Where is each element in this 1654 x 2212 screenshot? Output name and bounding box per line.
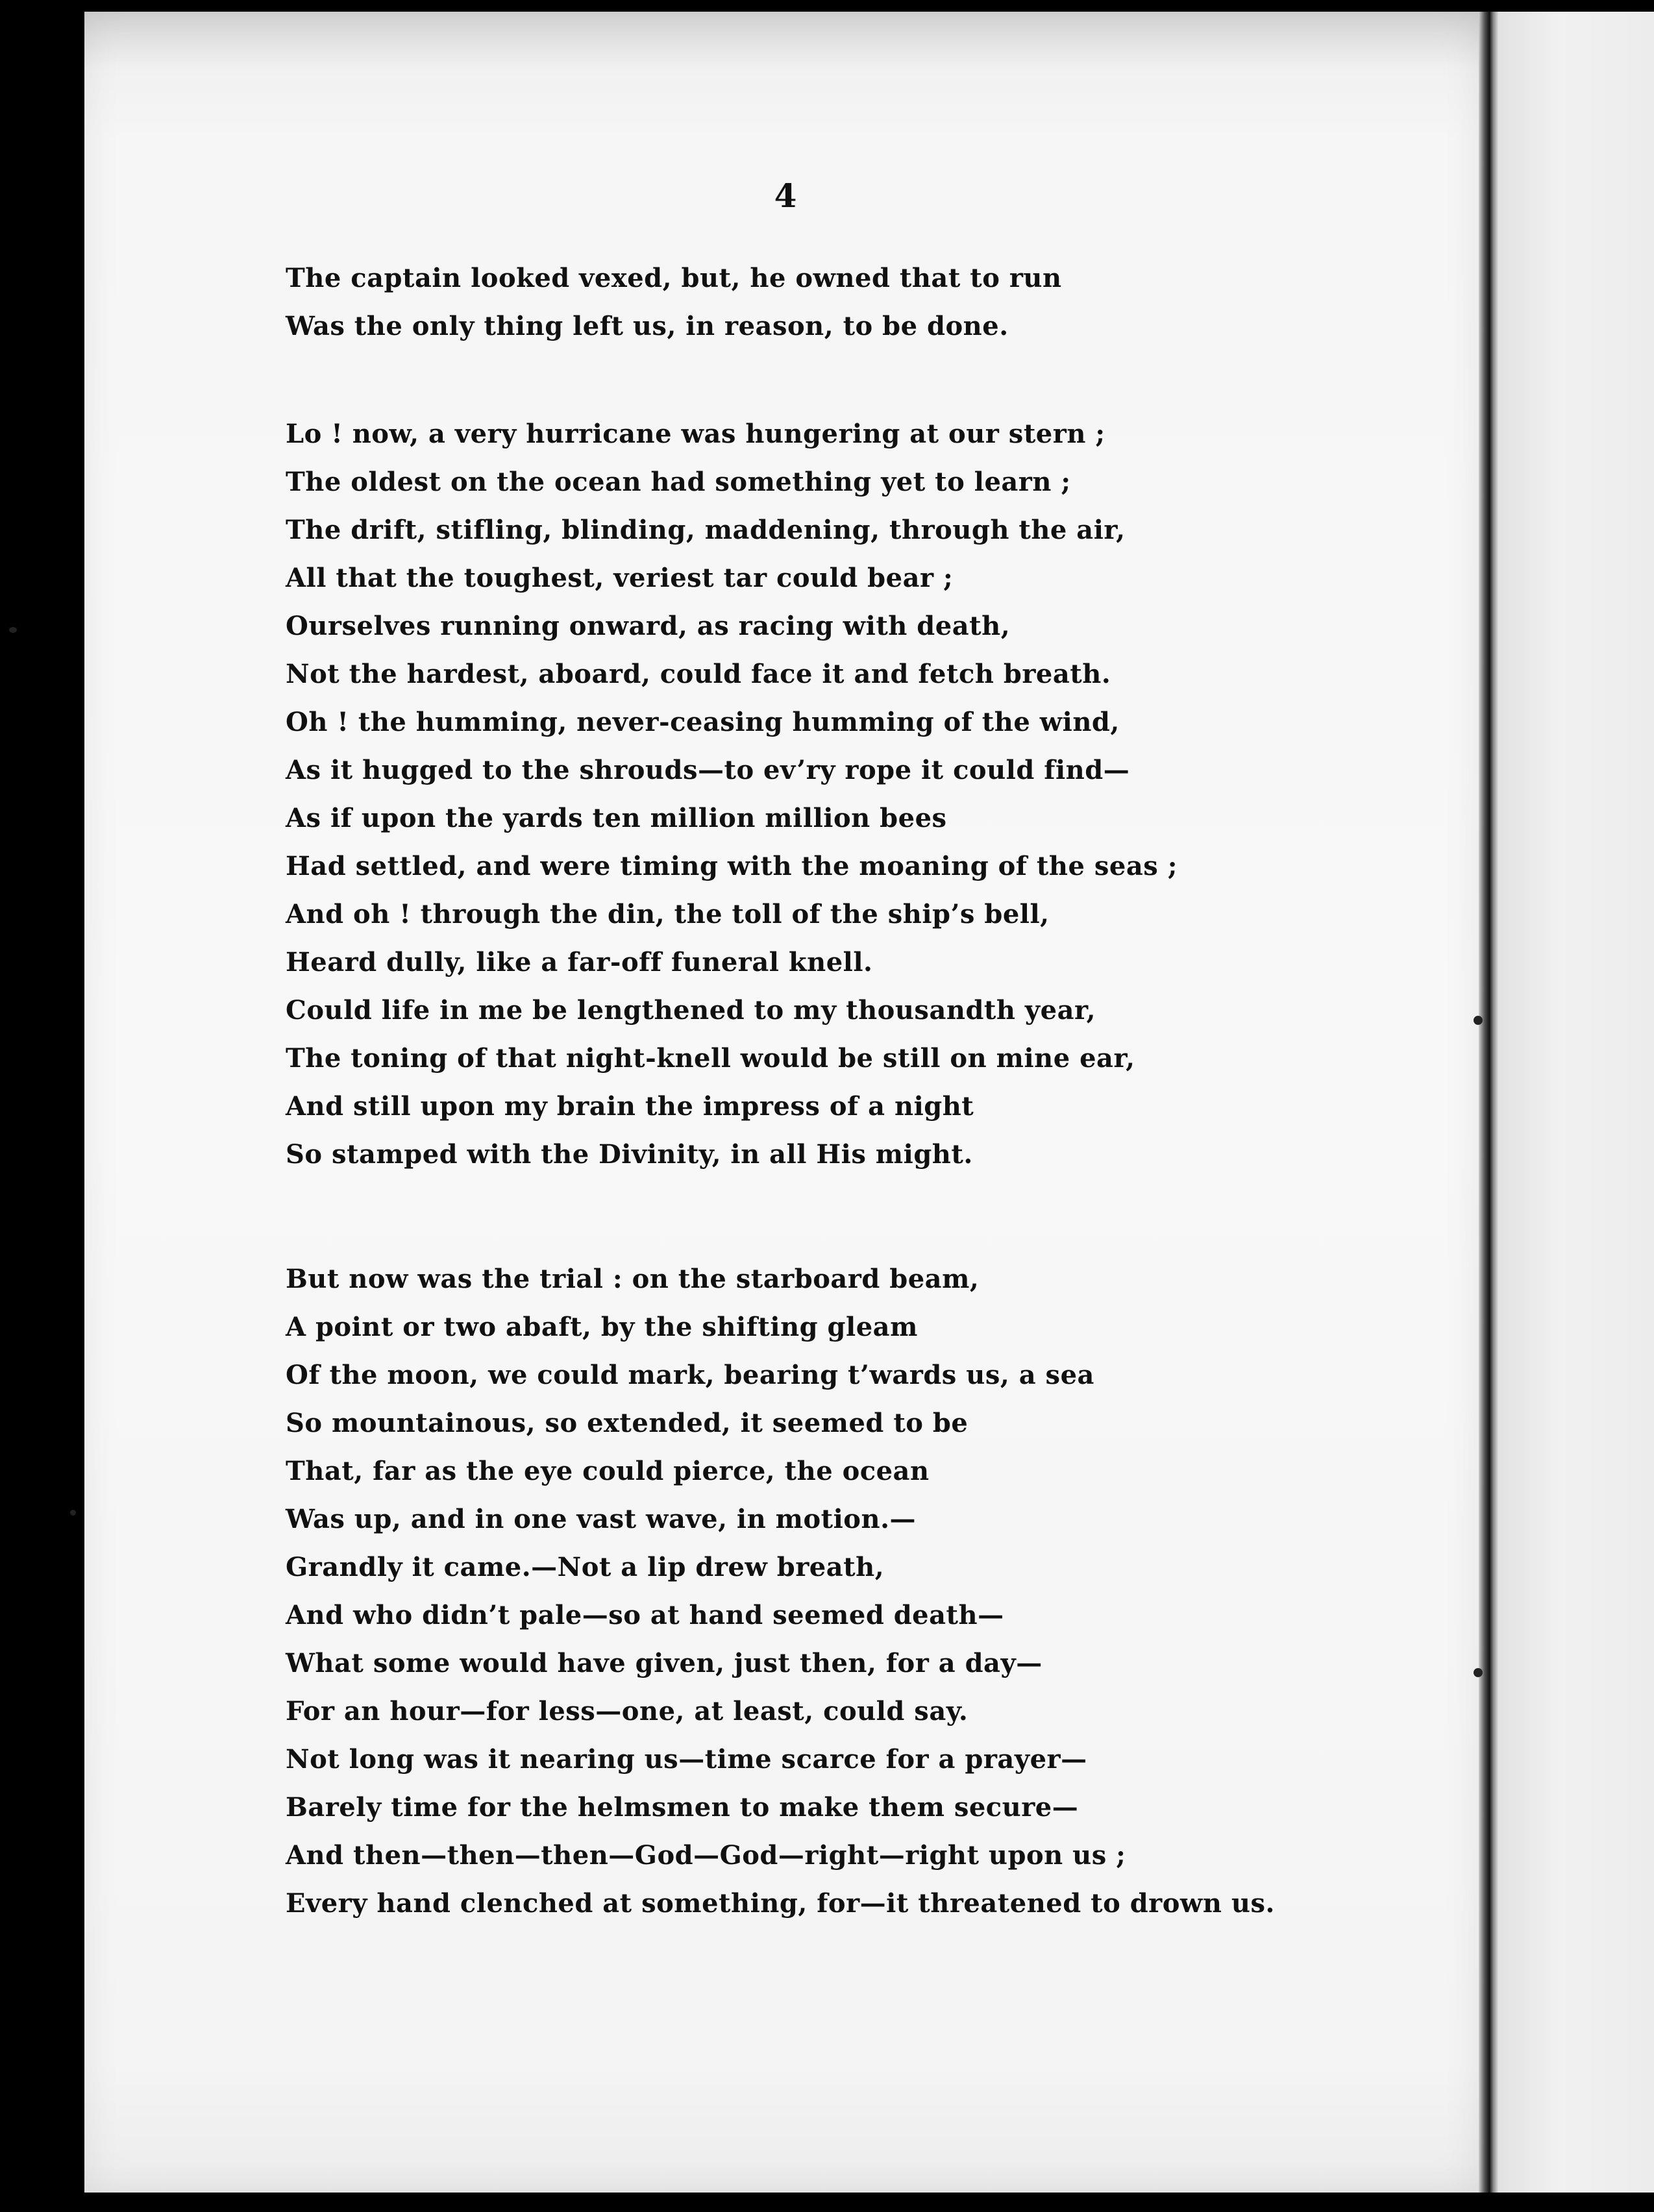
page-gutter bbox=[1479, 12, 1498, 2193]
poem-line: The drift, stifling, blinding, maddening, through the air, bbox=[286, 515, 1126, 545]
poem-line: The oldest on the ocean had something yet to learn ; bbox=[286, 467, 1071, 497]
poem-line: For an hour—for less—one, at least, could say. bbox=[286, 1696, 969, 1727]
poem-line: As it hugged to the shrouds—to ev’ry rope it could find— bbox=[286, 755, 1130, 785]
scan-speck bbox=[1474, 1016, 1483, 1025]
poem-line: So mountainous, so extended, it seemed to be bbox=[286, 1408, 969, 1438]
facing-page-edge bbox=[1498, 12, 1654, 2193]
poem-line: Not the hardest, aboard, could face it and fetch breath. bbox=[286, 659, 1111, 689]
stanza-2 bbox=[286, 410, 1259, 1179]
scan-speck bbox=[9, 627, 17, 633]
poem-line: And then—then—then—God—God—right—right upon us ; bbox=[286, 1840, 1126, 1871]
poem-line: Heard dully, like a far-off funeral knell. bbox=[286, 947, 873, 977]
poem-line: Grandly it came.—Not a lip drew breath, bbox=[286, 1552, 885, 1582]
stanza-1 bbox=[286, 254, 1259, 350]
poem-line: Had settled, and were timing with the moaning of the seas ; bbox=[286, 851, 1178, 881]
poem-line: All that the toughest, veriest tar could bear ; bbox=[286, 563, 954, 593]
page-number: 4 bbox=[774, 177, 797, 215]
poem-line: And still upon my brain the impress of a night bbox=[286, 1091, 974, 1122]
poem-line: So stamped with the Divinity, in all His might. bbox=[286, 1139, 973, 1170]
poem-line: The toning of that night-knell would be still on mine ear, bbox=[286, 1043, 1135, 1074]
poem-line: And oh ! through the din, the toll of the ship’s bell, bbox=[286, 899, 1050, 929]
poem-line: Barely time for the helmsmen to make them secure— bbox=[286, 1792, 1079, 1823]
poem-line: Could life in me be lengthened to my thousandth year, bbox=[286, 995, 1096, 1026]
page-top-shadow bbox=[84, 12, 1479, 70]
poem-line: Was up, and in one vast wave, in motion.— bbox=[286, 1504, 916, 1534]
poem-line: What some would have given, just then, for a day— bbox=[286, 1648, 1043, 1678]
poem-line: That, far as the eye could pierce, the ocean bbox=[286, 1456, 930, 1486]
scan-speck bbox=[1474, 1668, 1483, 1677]
poem-line: Every hand clenched at something, for—it threatened to drown us. bbox=[286, 1888, 1275, 1919]
poem-line: Of the moon, we could mark, bearing t’wards us, a sea bbox=[286, 1360, 1094, 1390]
poem-line: And who didn’t pale—so at hand seemed death— bbox=[286, 1600, 1004, 1630]
poem-line: But now was the trial : on the starboard beam, bbox=[286, 1264, 980, 1294]
poem-line: Oh ! the humming, never-ceasing humming of the wind, bbox=[286, 707, 1120, 737]
poem-line: A point or two abaft, by the shifting gleam bbox=[286, 1312, 918, 1342]
poem-line: The captain looked vexed, but, he owned that to run bbox=[286, 263, 1062, 293]
poem-text bbox=[286, 254, 1275, 1928]
poem-line: Not long was it nearing us—time scarce for a prayer— bbox=[286, 1744, 1087, 1775]
stanza-3 bbox=[286, 1255, 1275, 1928]
poem-line: Was the only thing left us, in reason, to be done. bbox=[286, 311, 1009, 341]
poem-line: Lo ! now, a very hurricane was hungering at our stern ; bbox=[286, 419, 1105, 449]
scan-speck bbox=[70, 1510, 76, 1516]
poem-line: As if upon the yards ten million million bees bbox=[286, 803, 947, 833]
poem-line: Ourselves running onward, as racing with death, bbox=[286, 611, 1011, 641]
